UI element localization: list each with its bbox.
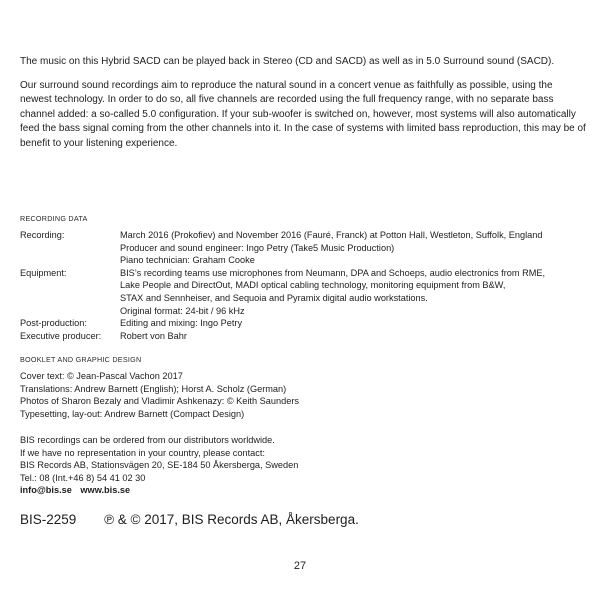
credit-line: Typesetting, lay-out: Andrew Barnett (Compact Design) xyxy=(20,408,245,419)
credit-line: Photos of Sharon Bezaly and Vladimir Ashkenazy: © Keith Saunders xyxy=(20,396,299,407)
row-line: March 2016 (Prokofiev) and November 2016 (Fauré, Franck) at Potton Hall, Westleton, Suffolk, England xyxy=(120,230,543,240)
recording-data-table xyxy=(20,229,580,342)
equipment-row xyxy=(20,267,580,317)
post-production-row xyxy=(20,317,580,330)
recording-data-heading: RECORDING DATA xyxy=(20,214,88,223)
website-link[interactable]: www.bis.se xyxy=(80,485,131,496)
row-line: Editing and mixing: Ingo Petry xyxy=(120,318,243,329)
row-label: Executive producer: xyxy=(20,330,102,341)
credit-line: Translations: Andrew Barnett (English); Horst A. Scholz (German) xyxy=(20,383,287,394)
recording-row xyxy=(20,229,580,267)
catalog-number: BIS-2259 xyxy=(20,512,77,527)
contact-block xyxy=(20,434,298,497)
row-value xyxy=(120,267,580,317)
row-line: Producer and sound engineer: Ingo Petry (Take5 Music Production) xyxy=(120,242,395,253)
contact-line: BIS recordings can be ordered from our distributors worldwide. xyxy=(20,435,275,445)
design-heading: BOOKLET AND GRAPHIC DESIGN xyxy=(20,355,142,364)
row-line: Robert von Bahr xyxy=(120,330,187,341)
row-value xyxy=(120,317,580,330)
design-credits xyxy=(20,370,299,420)
row-line: STAX and Sennheiser, and Sequoia and Pyramix digital audio workstations. xyxy=(120,292,428,303)
intro-paragraph-surround: Our surround sound recordings aim to reproduce the natural sound in a concert venue as faithfully as possible, using the newest technology. In order to do so, all five channels are recorded using the full frequency range, with no separate bass channel added: a so-called 5.0 configuration. If your sub-woofer is switched on, however, most systems will also automatically feed the bass signal coming from the other channels into it. In the case of systems with limited bass reproduction, this may be of benefit to your listening experience. xyxy=(20,80,586,149)
row-label: Recording: xyxy=(20,230,65,240)
row-line: BIS’s recording teams use microphones from Neumann, DPA and Schoeps, audio electronics from RME, xyxy=(120,267,546,278)
contact-line: BIS Records AB, Stationsvägen 20, SE-184 50 Åkersberga, Sweden xyxy=(20,460,299,471)
credit-line: Cover text: © Jean-Pascal Vachon 2017 xyxy=(20,371,183,381)
row-value xyxy=(120,229,580,267)
intro-paragraph-stereo: The music on this Hybrid SACD can be played back in Stereo (CD and SACD) as well as in 5.0 Surround sound (SACD). xyxy=(20,56,555,67)
row-line: Lake People and DirectOut, MADI optical cabling technology, monitoring equipment from B&W, xyxy=(120,280,506,291)
row-value xyxy=(120,330,580,343)
contact-line: Tel.: 08 (Int.+46 8) 54 41 02 30 xyxy=(20,472,146,483)
executive-producer-row xyxy=(20,330,580,343)
row-label: Post-production: xyxy=(20,318,87,329)
row-label: Equipment: xyxy=(20,267,67,278)
page-number: 27 xyxy=(293,560,307,572)
email-link[interactable]: info@bis.se xyxy=(20,485,72,496)
row-line: Piano technician: Graham Cooke xyxy=(120,255,255,266)
contact-line: If we have no representation in your country, please contact: xyxy=(20,447,265,458)
contact-links xyxy=(20,484,298,497)
row-line: Original format: 24-bit / 96 kHz xyxy=(120,305,245,316)
copyright-notice: ℗ & © 2017, BIS Records AB, Åkersberga. xyxy=(104,512,359,527)
catalog-line xyxy=(20,512,359,527)
